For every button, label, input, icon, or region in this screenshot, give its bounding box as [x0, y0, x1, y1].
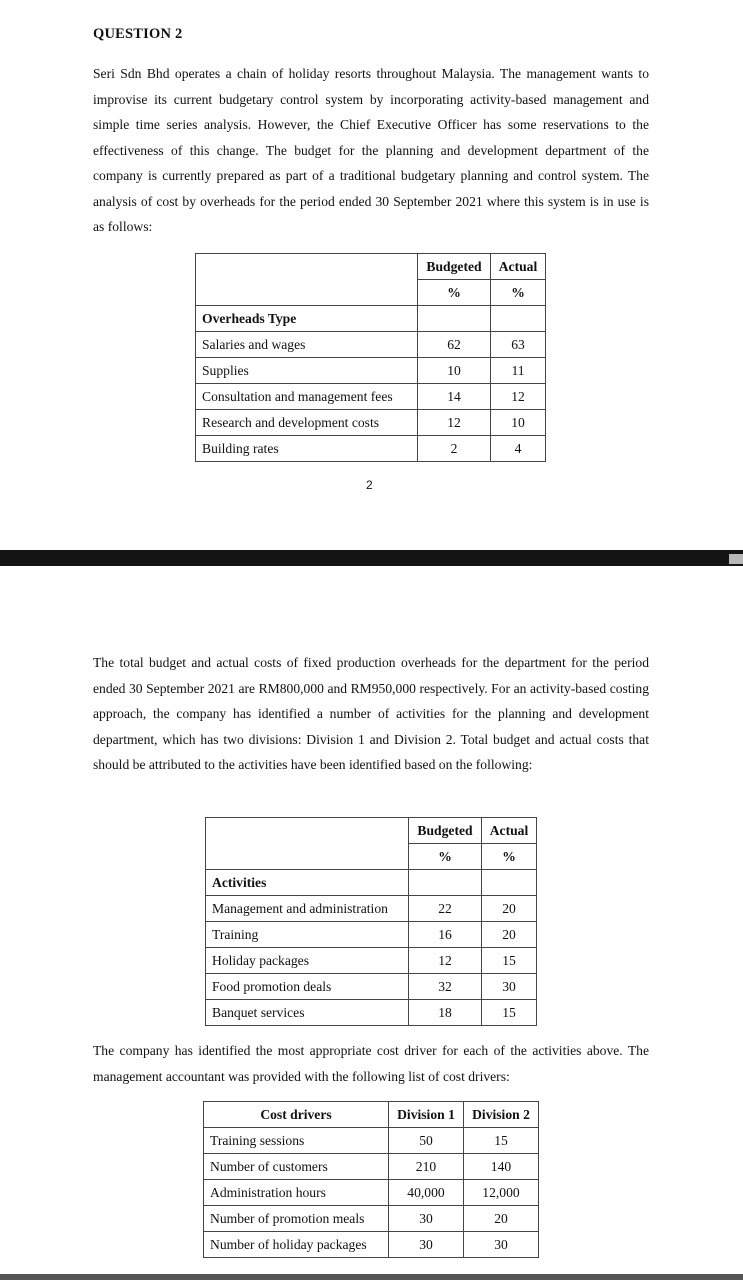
budgeted-value: 14: [418, 384, 491, 410]
division-1-value: 210: [389, 1154, 464, 1180]
actual-value: 10: [491, 410, 546, 436]
table-row: [196, 410, 546, 436]
table-row: [206, 896, 537, 922]
budgeted-value: 62: [418, 332, 491, 358]
row-label: Management and administration: [206, 896, 409, 922]
division-1-value: 40,000: [389, 1180, 464, 1206]
table-header-row: [206, 818, 537, 844]
actual-value: 12: [491, 384, 546, 410]
budgeted-value: 12: [409, 948, 482, 974]
table-row: [204, 1206, 539, 1232]
actual-value: 30: [482, 974, 537, 1000]
empty-unit-cell: [206, 844, 409, 870]
division-1-column-header: Division 1: [389, 1102, 464, 1128]
row-label: Training sessions: [204, 1128, 389, 1154]
page-number: 2: [366, 478, 373, 492]
intro-paragraph: Seri Sdn Bhd operates a chain of holiday resorts throughout Malaysia. The management wants to improvise its current budgetary control system by incorporating activity-based management and simple time series analysis. However, the Chief Executive Officer has some reservations to the effectiveness of this change. The budget for the planning and development department of the company is currently prepared as part of a traditional budgetary planning and control system. The analysis of cost by overheads for the period ended 30 September 2021 where this system is in use is as follows:: [93, 66, 649, 234]
division-2-value: 20: [464, 1206, 539, 1232]
actual-value: 15: [482, 948, 537, 974]
row-label: Research and development costs: [196, 410, 418, 436]
division-2-column-header: Division 2: [464, 1102, 539, 1128]
row-label: Consultation and management fees: [196, 384, 418, 410]
table-row: [206, 1000, 537, 1026]
budgeted-value: 18: [409, 1000, 482, 1026]
overheads-type-header: Overheads Type: [196, 306, 418, 332]
table-row: [204, 1128, 539, 1154]
table-row: [196, 436, 546, 462]
division-1-value: 30: [389, 1206, 464, 1232]
row-label: Training: [206, 922, 409, 948]
page-divider-edge: [729, 554, 743, 564]
actual-value: 63: [491, 332, 546, 358]
table-row: [206, 948, 537, 974]
actual-value: 20: [482, 896, 537, 922]
row-label: Administration hours: [204, 1180, 389, 1206]
cost-drivers-table: [203, 1101, 539, 1258]
row-label: Holiday packages: [206, 948, 409, 974]
empty-cell: [482, 870, 537, 896]
table-unit-row: [196, 280, 546, 306]
table-row: [196, 358, 546, 384]
division-1-value: 50: [389, 1128, 464, 1154]
costs-paragraph: The total budget and actual costs of fixed production overheads for the department for the period ended 30 September 2021 are RM800,000 and RM950,000 respectively. For an activity-based costing approach, the company has identified a number of activities for the planning and development department, which has two divisions: Division 1 and Division 2. Total budget and actual costs that should be attributed to the activities have been identified based on the following:: [93, 655, 649, 772]
table-row: [206, 870, 537, 896]
table-row: [204, 1180, 539, 1206]
question-title: QUESTION 2: [93, 26, 183, 42]
page-divider: [0, 550, 743, 566]
table-header-row: [196, 254, 546, 280]
table-row: [204, 1154, 539, 1180]
cost-drivers-column-header: Cost drivers: [204, 1102, 389, 1128]
empty-header-cell: [206, 818, 409, 844]
overheads-table: [195, 253, 546, 462]
bottom-edge-bar: [0, 1274, 743, 1280]
document-page-1: [0, 0, 743, 550]
table-row: [196, 384, 546, 410]
table-header-row: [204, 1102, 539, 1128]
table-unit-row: [206, 844, 537, 870]
actual-unit: %: [491, 280, 546, 306]
actual-column-header: Actual: [491, 254, 546, 280]
budgeted-value: 10: [418, 358, 491, 384]
division-2-value: 15: [464, 1128, 539, 1154]
empty-cell: [491, 306, 546, 332]
division-2-value: 140: [464, 1154, 539, 1180]
table-row: [206, 922, 537, 948]
budgeted-value: 12: [418, 410, 491, 436]
budgeted-column-header: Budgeted: [409, 818, 482, 844]
row-label: Building rates: [196, 436, 418, 462]
row-label: Food promotion deals: [206, 974, 409, 1000]
actual-value: 15: [482, 1000, 537, 1026]
budgeted-value: 2: [418, 436, 491, 462]
actual-unit: %: [482, 844, 537, 870]
row-label: Salaries and wages: [196, 332, 418, 358]
table-row: [196, 332, 546, 358]
empty-header-cell: [196, 254, 418, 280]
empty-cell: [409, 870, 482, 896]
budgeted-unit: %: [409, 844, 482, 870]
actual-value: 4: [491, 436, 546, 462]
row-label: Number of promotion meals: [204, 1206, 389, 1232]
table-row: [204, 1232, 539, 1258]
empty-unit-cell: [196, 280, 418, 306]
budgeted-value: 16: [409, 922, 482, 948]
row-label: Banquet services: [206, 1000, 409, 1026]
actual-value: 11: [491, 358, 546, 384]
row-label: Number of holiday packages: [204, 1232, 389, 1258]
row-label: Supplies: [196, 358, 418, 384]
division-1-value: 30: [389, 1232, 464, 1258]
budgeted-value: 22: [409, 896, 482, 922]
budgeted-value: 32: [409, 974, 482, 1000]
division-2-value: 30: [464, 1232, 539, 1258]
cost-drivers-paragraph: The company has identified the most appropriate cost driver for each of the activities above. The management accountant was provided with the following list of cost drivers:: [93, 1043, 649, 1084]
actual-value: 20: [482, 922, 537, 948]
row-label: Number of customers: [204, 1154, 389, 1180]
division-2-value: 12,000: [464, 1180, 539, 1206]
budgeted-unit: %: [418, 280, 491, 306]
table-row: [196, 306, 546, 332]
empty-cell: [418, 306, 491, 332]
table-row: [206, 974, 537, 1000]
actual-column-header: Actual: [482, 818, 537, 844]
activities-header: Activities: [206, 870, 409, 896]
activities-table: [205, 817, 537, 1026]
budgeted-column-header: Budgeted: [418, 254, 491, 280]
